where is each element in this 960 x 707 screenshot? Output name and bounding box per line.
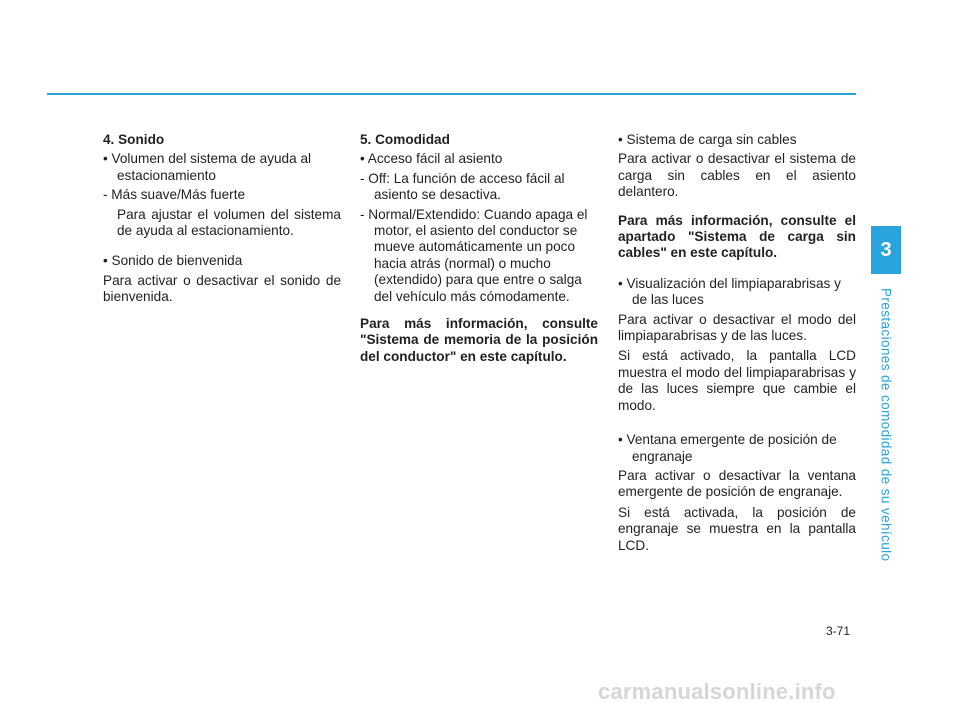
paragraph-sonido-bienvenida: Para activar o desactivar el sonido de bienvenida.: [103, 272, 341, 305]
bullet-acceso-facil: • Acceso fácil al asiento: [360, 151, 503, 167]
dash-item-off: - Off: La función de acceso fácil al asiento se desactiva.: [360, 170, 565, 203]
paragraph-carga-sin-cables: Para activar o desactivar el sistema de carga sin cables en el asiento delantero.: [618, 151, 856, 200]
dash-item-mas-suave: - Más suave/Más fuerte: [103, 187, 246, 203]
note-carga-sin-cables: Para más información, consulte el apartado "Sistema de carga sin cables" en este capítulo.: [618, 212, 856, 261]
column-right: [618, 132, 856, 558]
paragraph-engranaje-lcd: Si está activada, la posición de engranaje se muestra en la pantalla LCD.: [618, 504, 856, 553]
note-memoria-posicion: Para más información, consulte "Sistema de memoria de la posición del conductor" en este capítulo.: [360, 316, 598, 364]
top-rule: [47, 93, 856, 95]
dash-item-normal-extendido: - Normal/Extendido: Cuando apaga el motor, el asiento del conductor se mueve automáticamente un poco hacia atrás (normal) o mucho (extendido) para que entre o salga del vehículo más cómodamente.: [360, 206, 588, 304]
column-left: [103, 132, 341, 310]
bullet-sonido-bienvenida: • Sonido de bienvenida: [103, 253, 243, 269]
page-number: 3-71: [826, 624, 851, 638]
paragraph-ventana-emergente: Para activar o desactivar la ventana emergente de posición de engranaje.: [618, 467, 856, 500]
chapter-tab: 3: [871, 226, 901, 274]
bullet-ventana-emergente: • Ventana emergente de posición de engranaje: [618, 432, 837, 464]
paragraph-limpiaparabrisas-lcd: Si está activado, la pantalla LCD muestra el modo del limpiaparabrisas y de las luces siempre que cambie el modo.: [618, 348, 856, 413]
bullet-carga-sin-cables: • Sistema de carga sin cables: [618, 132, 797, 147]
section-heading-sonido: 4. Sonido: [103, 132, 165, 147]
dash-item-description: Para ajustar el volumen del sistema de ayuda al estacionamiento.: [117, 206, 341, 239]
watermark: carmanualsonline.info: [598, 679, 836, 704]
paragraph-limpiaparabrisas-modo: Para activar o desactivar el modo del limpiaparabrisas y de las luces.: [618, 311, 856, 344]
bullet-volumen: • Volumen del sistema de ayuda al estacionamiento: [103, 151, 312, 183]
column-middle: [360, 132, 598, 365]
chapter-title-text: Prestaciones de comodidad de su vehículo: [878, 288, 894, 562]
section-heading-comodidad: 5. Comodidad: [360, 132, 450, 147]
bullet-limpiaparabrisas: • Visualización del limpiaparabrisas y de las luces: [618, 275, 841, 308]
